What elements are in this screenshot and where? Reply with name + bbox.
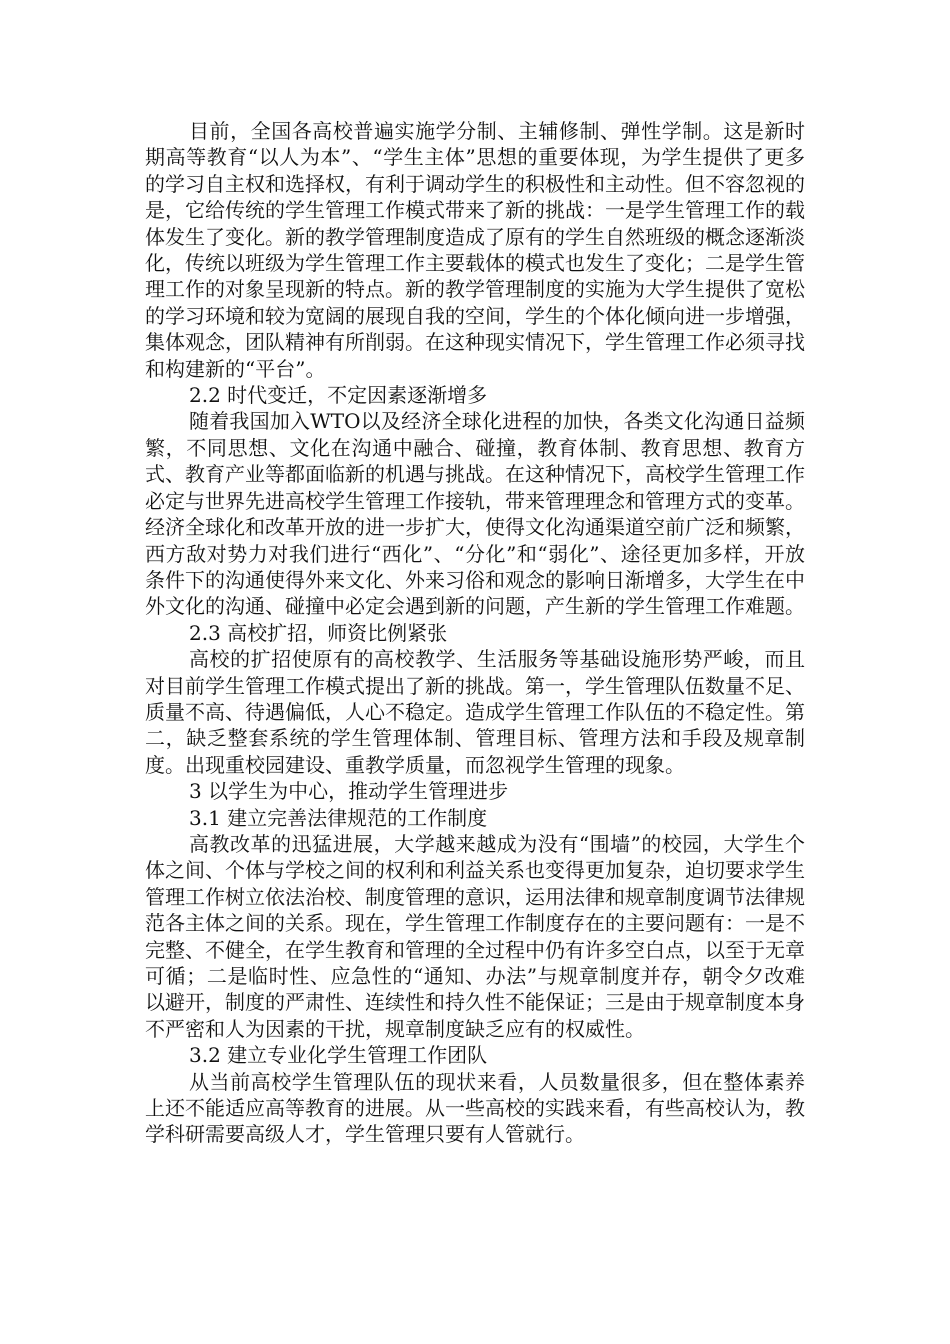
- body-paragraph: 高教改革的迅猛进展，大学越来越成为没有“围墙”的校园，大学生个体之间、个体与学校之间的权利和利益关系也变得更加复杂，迫切要求学生管理工作树立依法治校、制度管理的意识，运用法律和规章制度调节法律规范各主体之间的关系。现在，学生管理工作制度存在的主要问题有：一是不完整、不健全，在学生教育和管理的全过程中仍有许多空白点，以至于无章可循；二是临时性、应急性的“通知、办法”与规章制度并存，朝令夕改难以避开，制度的严肃性、连续性和持久性不能保证；三是由于规章制度本身不严密和人为因素的干扰，规章制度缺乏应有的权威性。: [145, 831, 805, 1041]
- body-paragraph: 目前，全国各高校普遍实施学分制、主辅修制、弹性学制。这是新时期高等教育“以人为本”、“学生主体”思想的重要体现，为学生提供了更多的学习自主权和选择权，有利于调动学生的积极性和主动性。但不容忽视的是，它给传统的学生管理工作模式带来了新的挑战：一是学生管理工作的载体发生了变化。新的教学管理制度造成了原有的学生自然班级的概念逐渐淡化，传统以班级为学生管理工作主要载体的模式也发生了变化；二是学生管理工作的对象呈现新的特点。新的教学管理制度的实施为大学生提供了宽松的学习环境和较为宽阔的展现自我的空间，学生的个体化倾向进一步增强，集体观念，团队精神有所削弱。在这种现实情况下，学生管理工作必须寻找和构建新的“平台”。: [145, 119, 805, 381]
- body-paragraph: 高校的扩招使原有的高校教学、生活服务等基础设施形势严峻，而且对目前学生管理工作模式提出了新的挑战。第一，学生管理队伍数量不足、质量不高、待遇偏低，人心不稳定。造成学生管理工作队伍的不稳定性。第二，缺乏整套系统的学生管理体制、管理目标、管理方法和手段及规章制度。出现重校园建设、重教学质量，而忽视学生管理的现象。: [145, 647, 805, 777]
- section-heading-2-2: 2.2 时代变迁，不定因素逐渐增多: [189, 383, 488, 408]
- section-heading-3: 3 以学生为中心，推动学生管理进步: [189, 779, 509, 804]
- body-paragraph: 随着我国加入WTO以及经济全球化进程的加快，各类文化沟通日益频繁，不同思想、文化在沟通中融合、碰撞，教育体制、教育思想、教育方式、教育产业等都面临新的机遇与挑战。在这种情况下，高校学生管理工作必定与世界先进高校学生管理工作接轨，带来管理理念和管理方式的变革。经济全球化和改革开放的进一步扩大，使得文化沟通渠道空前广泛和频繁，西方敌对势力对我们进行“西化”、“分化”和“弱化”、途径更加多样，开放条件下的沟通使得外来文化、外来习俗和观念的影响日渐增多，大学生在中外文化的沟通、碰撞中必定会遇到新的问题，产生新的学生管理工作难题。: [145, 409, 805, 619]
- section-heading-2-3: 2.3 高校扩招，师资比例紧张: [189, 620, 448, 645]
- document-page: [145, 118, 805, 1148]
- body-paragraph: 从当前高校学生管理队伍的现状来看，人员数量很多，但在整体素养上还不能适应高等教育的进展。从一些高校的实践来看，有些高校认为，教学科研需要高级人才，学生管理只要有人管就行。: [145, 1069, 805, 1147]
- section-heading-3-1: 3.1 建立完善法律规范的工作制度: [189, 805, 488, 830]
- section-heading-3-2: 3.2 建立专业化学生管理工作团队: [189, 1043, 488, 1068]
